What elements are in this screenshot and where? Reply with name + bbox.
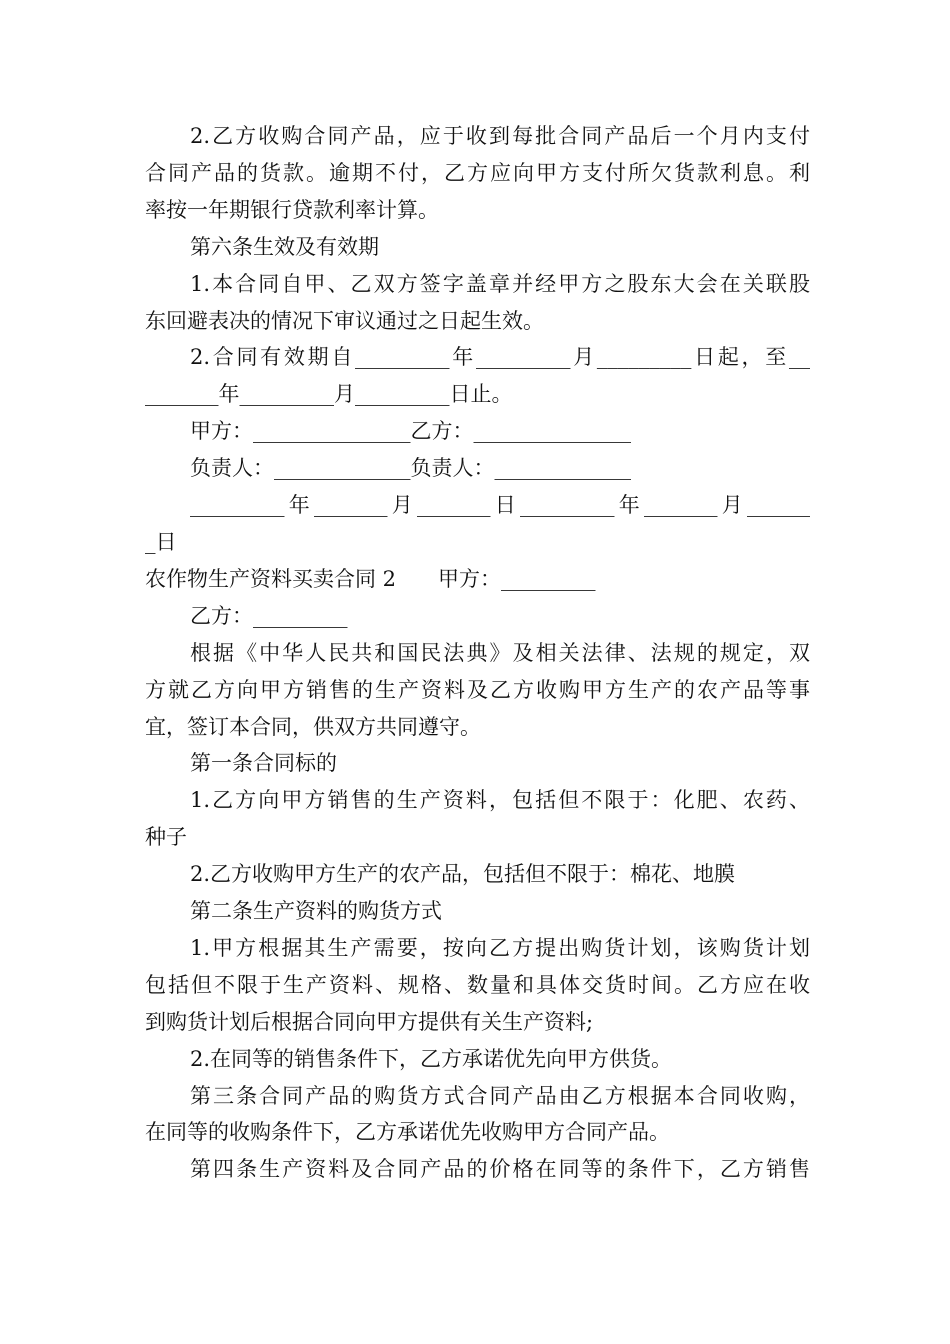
paragraph-line: 1.甲方根据其生产需要，按向乙方提出购货计划，该购货计划 [190,935,810,960]
paragraph-line: 东回避表决的情况下审议通过之日起生效。 [145,308,544,333]
paragraph-line: 2.在同等的销售条件下，乙方承诺优先向甲方供货。 [190,1046,673,1071]
section-heading: 第六条生效及有效期 [190,234,379,259]
paragraph-line: 包括但不限于生产资料、规格、数量和具体交货时间。乙方应在收 [145,972,810,997]
paragraph-line: 第四条生产资料及合同产品的价格在同等的条件下，乙方销售 [190,1157,810,1182]
paragraph-line: 2.合同有效期自_________年_________月_________日起，至__ [190,345,810,370]
section-heading: 第一条合同标的 [190,751,337,776]
party-line: 乙方：_________ [190,603,348,628]
paragraph-line: 合同产品的货款。逾期不付，乙方应向甲方支付所欠货款利息。利 [145,160,810,185]
signature-line: 甲方：_______________乙方：_______________ [190,419,631,444]
paragraph-line: 率按一年期银行贷款利率计算。 [145,197,439,222]
document-body [145,118,810,1188]
paragraph-line: 1.本合同自甲、乙双方签字盖章并经甲方之股东大会在关联股 [190,271,810,296]
paragraph-line: 种子 [145,825,187,850]
contract-title-line: 农作物生产资料买卖合同 2 甲方：_________ [145,566,596,591]
date-line: _________年_______月_______日_________年_______月______ [190,493,810,518]
paragraph-line: 2.乙方收购合同产品，应于收到每批合同产品后一个月内支付 [190,124,810,148]
paragraph-line: 方就乙方向甲方销售的生产资料及乙方收购甲方生产的农产品等事 [145,677,810,702]
paragraph-line: 在同等的收购条件下，乙方承诺优先收购甲方合同产品。 [145,1120,670,1145]
signature-line: 负责人：_____________负责人：_____________ [190,456,631,481]
paragraph-line: 根据《中华人民共和国民法典》及相关法律、法规的规定，双 [190,640,810,665]
section-heading: 第二条生产资料的购货方式 [190,899,442,924]
paragraph-line: 到购货计划后根据合同向甲方提供有关生产资料; [145,1009,594,1034]
paragraph-line: 2.乙方收购甲方生产的农产品，包括但不限于：棉花、地膜 [190,862,736,887]
paragraph-line: 第三条合同产品的购货方式合同产品由乙方根据本合同收购， [190,1083,810,1108]
paragraph-line: 宜，签订本合同，供双方共同遵守。 [145,714,481,739]
date-line: _日 [145,529,177,554]
paragraph-line: _______年_________月_________日止。 [145,382,513,407]
paragraph-line: 1.乙方向甲方销售的生产资料，包括但不限于：化肥、农药、 [190,788,810,813]
